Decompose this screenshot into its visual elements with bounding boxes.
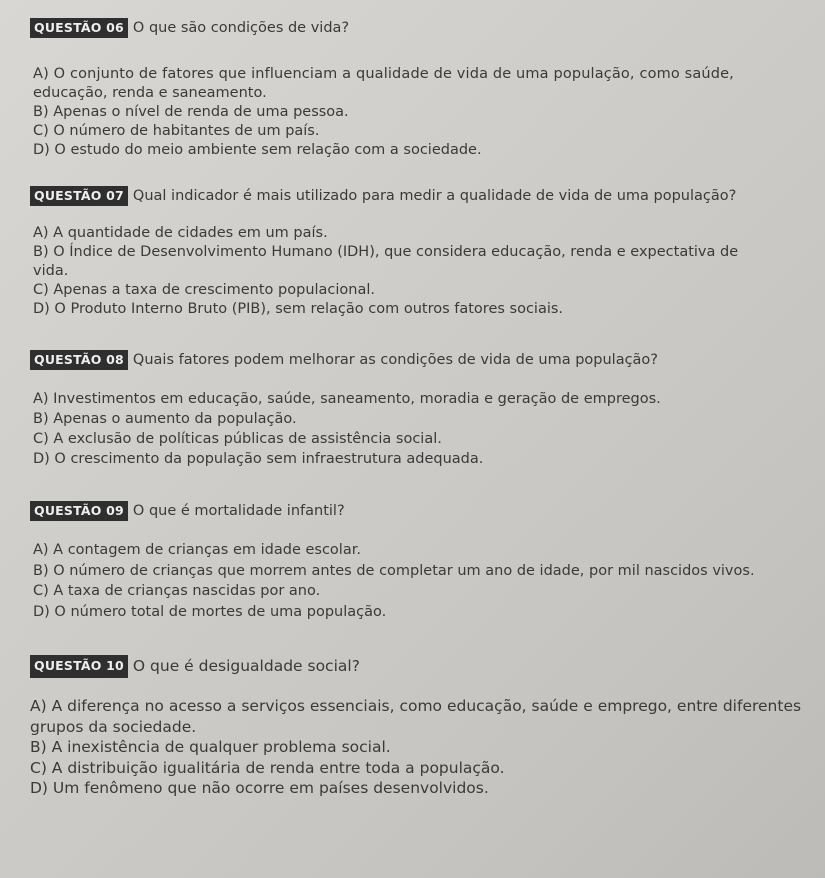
option-d[interactable]: D) O crescimento da população sem infraestrutura adequada. xyxy=(33,451,484,467)
question-text: O que é mortalidade infantil? xyxy=(132,503,345,519)
question-06-heading xyxy=(30,18,810,38)
option-c[interactable]: C) O número de habitantes de um país. xyxy=(33,123,320,139)
question-text: O que são condições de vida? xyxy=(132,20,350,36)
option-b[interactable]: B) O número de crianças que morrem antes de completar um ano de idade, por mil nascidos vivos. xyxy=(33,562,755,579)
option-a[interactable]: A) A diferença no acesso a serviços essenciais, como educação, saúde e emprego, entre diferentes xyxy=(30,697,802,715)
question-09-heading xyxy=(30,501,810,521)
option-c[interactable]: C) Apenas a taxa de crescimento populacional. xyxy=(33,282,376,298)
question-text: O que é desigualdade social? xyxy=(132,657,360,675)
option-c[interactable]: C) A exclusão de políticas públicas de assistência social. xyxy=(33,431,442,447)
question-09-options xyxy=(33,540,813,622)
option-d[interactable]: D) Um fenômeno que não ocorre em países desenvolvidos. xyxy=(30,779,489,797)
option-b-continued: vida. xyxy=(33,263,69,279)
question-badge: QUESTÃO 07 xyxy=(30,186,128,206)
question-badge: QUESTÃO 06 xyxy=(30,18,128,38)
question-10-options xyxy=(30,696,810,799)
option-d[interactable]: D) O Produto Interno Bruto (PIB), sem relação com outros fatores sociais. xyxy=(33,301,564,317)
option-a[interactable]: A) A contagem de crianças em idade escolar. xyxy=(33,542,361,558)
option-c[interactable]: C) A taxa de crianças nascidas por ano. xyxy=(33,583,321,599)
option-a[interactable]: A) A quantidade de cidades em um país. xyxy=(33,225,328,241)
option-b[interactable]: B) O Índice de Desenvolvimento Humano (IDH), que considera educação, renda e expectativa de xyxy=(33,244,739,260)
option-a-continued: educação, renda e saneamento. xyxy=(33,85,267,101)
option-b[interactable]: B) Apenas o nível de renda de uma pessoa. xyxy=(33,104,349,120)
option-a-continued: grupos da sociedade. xyxy=(30,717,197,736)
option-a[interactable]: A) Investimentos em educação, saúde, saneamento, moradia e geração de empregos. xyxy=(33,391,661,407)
question-text: Qual indicador é mais utilizado para medir a qualidade de vida de uma população? xyxy=(132,188,737,204)
question-10-heading xyxy=(30,655,810,678)
option-c[interactable]: C) A distribuição igualitária de renda entre toda a população. xyxy=(30,758,505,777)
question-badge: QUESTÃO 08 xyxy=(30,350,128,370)
option-b[interactable]: B) A inexistência de qualquer problema social. xyxy=(30,738,391,756)
question-07-options xyxy=(33,224,813,319)
option-b[interactable]: B) Apenas o aumento da população. xyxy=(33,411,297,427)
question-badge: QUESTÃO 09 xyxy=(30,501,128,521)
question-08-options xyxy=(33,389,813,469)
question-badge: QUESTÃO 10 xyxy=(30,655,128,678)
option-d[interactable]: D) O número total de mortes de uma população. xyxy=(33,603,387,620)
question-07-heading xyxy=(30,186,810,206)
question-text: Quais fatores podem melhorar as condições de vida de uma população? xyxy=(132,352,659,368)
question-06-options xyxy=(33,65,813,160)
option-a[interactable]: A) O conjunto de fatores que influenciam a qualidade de vida de uma população, como saúde, xyxy=(33,66,734,82)
question-08-heading xyxy=(30,350,810,370)
option-d[interactable]: D) O estudo do meio ambiente sem relação com a sociedade. xyxy=(33,142,482,158)
